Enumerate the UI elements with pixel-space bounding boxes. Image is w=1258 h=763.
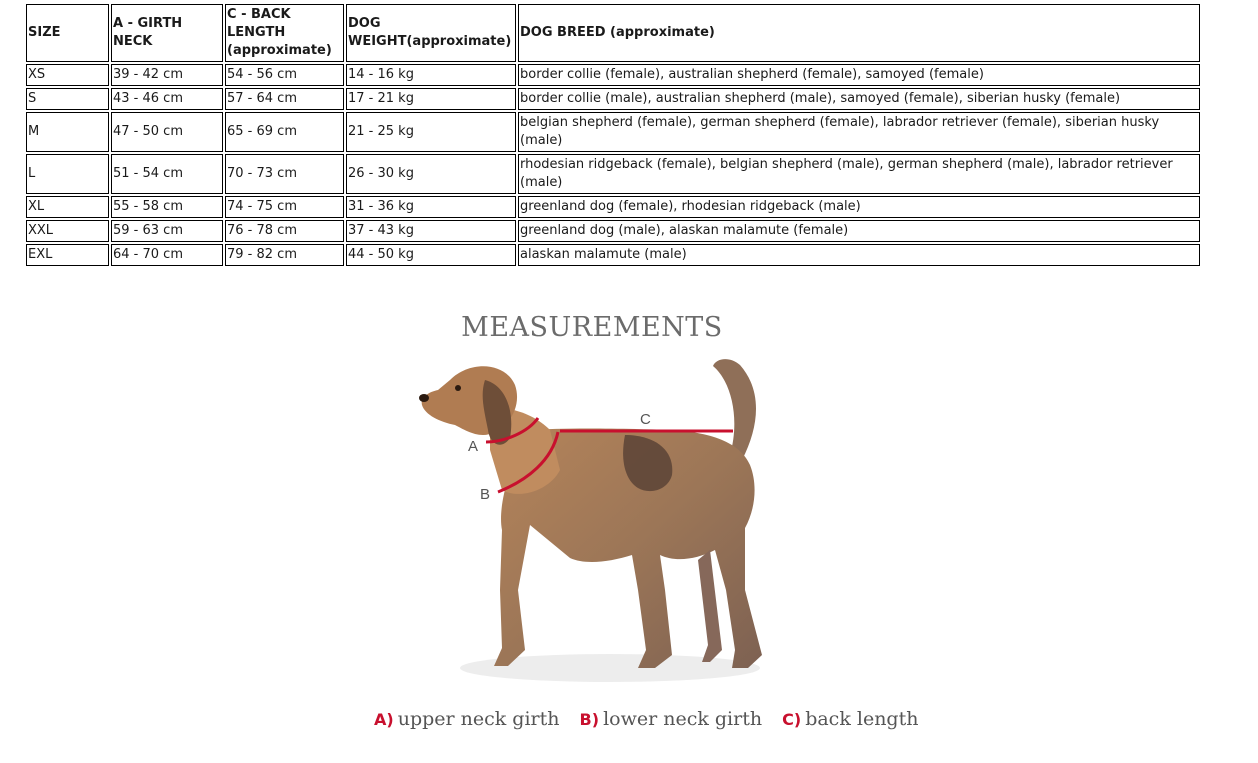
table-row xyxy=(26,154,1200,194)
cell-girth: 51 - 54 cm xyxy=(111,154,223,194)
cell-breed: rhodesian ridgeback (female), belgian shepherd (male), german shepherd (male), labrador retriever (male) xyxy=(518,154,1200,194)
cell-weight: 17 - 21 kg xyxy=(346,88,516,110)
cell-weight: 21 - 25 kg xyxy=(346,112,516,152)
table-header-row xyxy=(26,4,1200,62)
cell-back-length: 70 - 73 cm xyxy=(225,154,344,194)
cell-weight: 26 - 30 kg xyxy=(346,154,516,194)
cell-back-length: 79 - 82 cm xyxy=(225,244,344,266)
cell-girth: 59 - 63 cm xyxy=(111,220,223,242)
marker-c-label: C xyxy=(640,411,651,428)
header-back-length: C - BACK LENGTH (approximate) xyxy=(225,4,344,62)
dog-rear-legs xyxy=(698,550,722,662)
table-row xyxy=(26,64,1200,86)
size-table xyxy=(24,2,1202,268)
cell-breed: border collie (female), australian shepherd (female), samoyed (female) xyxy=(518,64,1200,86)
cell-weight: 44 - 50 kg xyxy=(346,244,516,266)
cell-size: XXL xyxy=(26,220,109,242)
cell-weight: 14 - 16 kg xyxy=(346,64,516,86)
cell-size: XS xyxy=(26,64,109,86)
table-row xyxy=(26,88,1200,110)
cell-size: M xyxy=(26,112,109,152)
cell-breed: greenland dog (male), alaskan malamute (female) xyxy=(518,220,1200,242)
cell-girth: 39 - 42 cm xyxy=(111,64,223,86)
table-row xyxy=(26,244,1200,266)
marker-b-label: B xyxy=(480,486,491,503)
cell-size: EXL xyxy=(26,244,109,266)
cell-size: L xyxy=(26,154,109,194)
cell-girth: 47 - 50 cm xyxy=(111,112,223,152)
table-row xyxy=(26,196,1200,218)
cell-weight: 31 - 36 kg xyxy=(346,196,516,218)
cell-girth: 55 - 58 cm xyxy=(111,196,223,218)
header-size: SIZE xyxy=(26,4,109,62)
cell-size: S xyxy=(26,88,109,110)
cell-back-length: 74 - 75 cm xyxy=(225,196,344,218)
dog-measurement-illustration xyxy=(410,350,780,690)
cell-breed: greenland dog (female), rhodesian ridgeback (male) xyxy=(518,196,1200,218)
cell-size: XL xyxy=(26,196,109,218)
header-dog-weight: DOG WEIGHT(approximate) xyxy=(346,4,516,62)
cell-weight: 37 - 43 kg xyxy=(346,220,516,242)
legend-item-c: C) back length xyxy=(782,708,919,730)
measurements-legend xyxy=(374,708,932,730)
header-girth-neck: A - GIRTH NECK xyxy=(111,4,223,62)
cell-girth: 43 - 46 cm xyxy=(111,88,223,110)
legend-item-b: B) lower neck girth xyxy=(579,708,763,730)
marker-a-label: A xyxy=(468,438,479,455)
header-dog-breed: DOG BREED (approximate) xyxy=(518,4,1200,62)
cell-breed: belgian shepherd (female), german shepherd (female), labrador retriever (female), siberian husky (male) xyxy=(518,112,1200,152)
cell-back-length: 76 - 78 cm xyxy=(225,220,344,242)
cell-back-length: 54 - 56 cm xyxy=(225,64,344,86)
dog-nose xyxy=(419,394,429,402)
legend-item-a: A) upper neck girth xyxy=(374,708,560,730)
cell-breed: border collie (male), australian shepherd (male), samoyed (female), siberian husky (female) xyxy=(518,88,1200,110)
measurements-title: MEASUREMENTS xyxy=(461,312,723,343)
cell-girth: 64 - 70 cm xyxy=(111,244,223,266)
cell-back-length: 57 - 64 cm xyxy=(225,88,344,110)
dog-eye xyxy=(455,385,461,391)
table-row xyxy=(26,112,1200,152)
table-row xyxy=(26,220,1200,242)
cell-back-length: 65 - 69 cm xyxy=(225,112,344,152)
cell-breed: alaskan malamute (male) xyxy=(518,244,1200,266)
